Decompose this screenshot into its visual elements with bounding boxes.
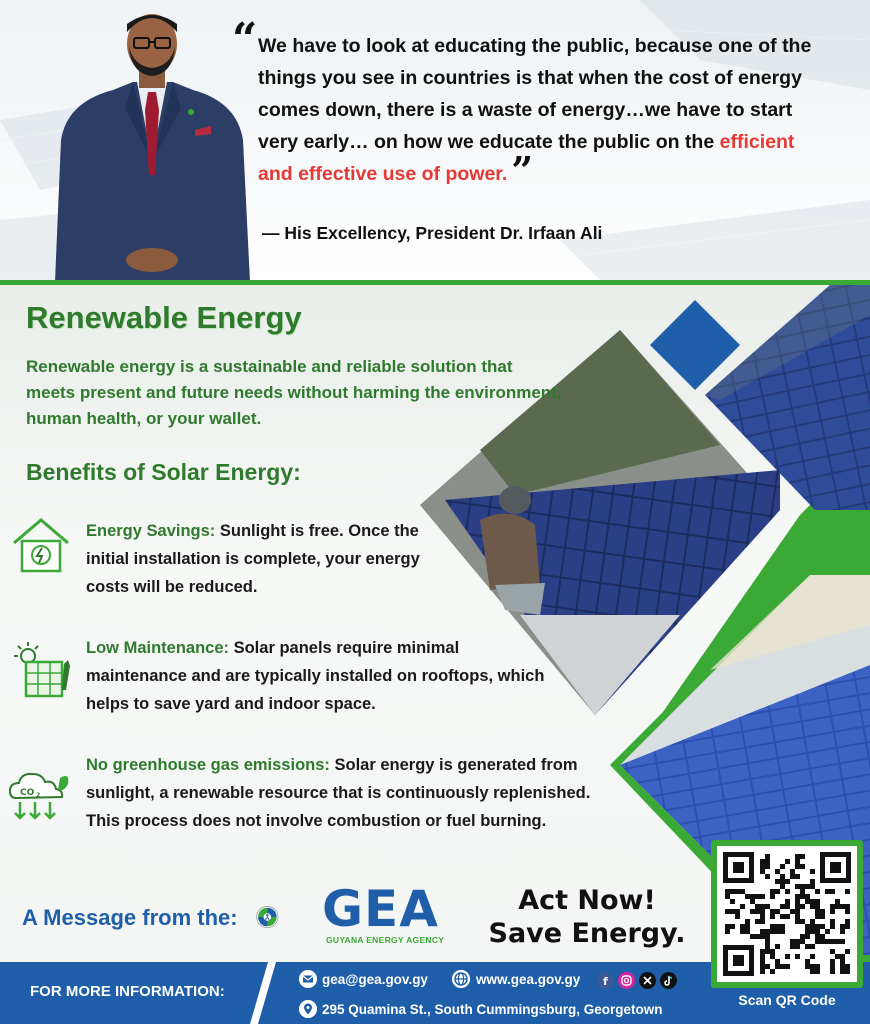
qr-module: [795, 884, 800, 889]
qr-module: [775, 944, 780, 949]
qr-module: [800, 939, 805, 944]
location-pin-icon: [299, 1000, 317, 1018]
qr-module: [775, 879, 780, 884]
call-to-action: [478, 884, 696, 950]
qr-module: [785, 914, 790, 919]
qr-module: [825, 889, 830, 894]
qr-module: [810, 919, 815, 924]
qr-module: [805, 934, 810, 939]
qr-module: [840, 964, 845, 969]
qr-module: [780, 964, 785, 969]
qr-module: [835, 939, 840, 944]
qr-module: [775, 964, 780, 969]
qr-module: [755, 919, 760, 924]
qr-module: [795, 899, 800, 904]
qr-module: [810, 969, 815, 974]
qr-module: [800, 904, 805, 909]
house-energy-icon: [10, 515, 72, 575]
qr-module: [740, 889, 745, 894]
qr-module: [725, 929, 730, 934]
qr-module: [810, 964, 815, 969]
qr-module: [830, 889, 835, 894]
quote-open-mark: “: [232, 14, 258, 65]
qr-module: [785, 879, 790, 884]
qr-module: [750, 934, 755, 939]
qr-module: [835, 904, 840, 909]
qr-module: [825, 939, 830, 944]
qr-module: [760, 969, 765, 974]
qr-module: [770, 909, 775, 914]
qr-module: [805, 959, 810, 964]
qr-module: [805, 899, 810, 904]
qr-module: [820, 924, 825, 929]
qr-module: [820, 934, 825, 939]
co2-cloud-icon: [8, 770, 72, 824]
qr-module: [845, 889, 850, 894]
svg-text:CO: CO: [20, 788, 35, 798]
qr-module: [800, 919, 805, 924]
quote-main-text: We have to look at educating the public, because one of the things you see in countries is that when the cost of energy comes down, there is a waste of energy…we have to start very early… on how we educate the public on the: [258, 35, 812, 153]
qr-module: [775, 959, 780, 964]
qr-module: [840, 939, 845, 944]
qr-module: [815, 924, 820, 929]
qr-module: [775, 929, 780, 934]
renewable-description: Renewable energy is a sustainable and reliable solution that meets present and future needs without harming the environment, human health, or your wallet.: [26, 357, 562, 428]
globe-icon: [452, 970, 470, 988]
qr-pattern: [717, 846, 857, 982]
qr-module: [845, 969, 850, 974]
qr-module: [735, 889, 740, 894]
qr-module: [730, 899, 735, 904]
qr-module: [780, 924, 785, 929]
qr-module: [835, 899, 840, 904]
qr-module: [755, 934, 760, 939]
qr-module: [750, 899, 755, 904]
qr-module: [830, 919, 835, 924]
qr-module: [820, 939, 825, 944]
qr-module: [770, 894, 775, 899]
qr-code[interactable]: [717, 846, 857, 982]
qr-module: [760, 949, 765, 954]
qr-module: [745, 894, 750, 899]
qr-module: [845, 949, 850, 954]
qr-module: [815, 969, 820, 974]
qr-module: [830, 964, 835, 969]
qr-module: [795, 864, 800, 869]
cta-line-1: Act Now!: [518, 885, 656, 916]
qr-module: [795, 914, 800, 919]
qr-module: [765, 949, 770, 954]
qr-module: [770, 924, 775, 929]
footer-more-info: FOR MORE INFORMATION:: [30, 983, 225, 1000]
qr-module: [790, 944, 795, 949]
benefit-text: Solar energy is generated from sunlight, a renewable resource that is continuously replenished. This process does not involve combustion or fuel burning.: [86, 756, 591, 830]
qr-module: [780, 929, 785, 934]
qr-module: [770, 949, 775, 954]
qr-module: [800, 934, 805, 939]
qr-module: [810, 884, 815, 889]
qr-module: [765, 944, 770, 949]
footer-email-link[interactable]: gea@gea.gov.gy: [322, 972, 428, 987]
quote-highlight-text: efficient and effective use of power.: [258, 131, 795, 185]
benefit-title: Low Maintenance:: [86, 639, 230, 657]
qr-module: [785, 904, 790, 909]
qr-module: [795, 954, 800, 959]
benefit-title: No greenhouse gas emissions:: [86, 756, 330, 774]
qr-module: [760, 964, 765, 969]
qr-module: [810, 929, 815, 934]
qr-module: [765, 874, 770, 879]
qr-module: [800, 864, 805, 869]
qr-module: [760, 919, 765, 924]
qr-module: [815, 934, 820, 939]
qr-module: [815, 914, 820, 919]
qr-module: [745, 919, 750, 924]
qr-module: [755, 904, 760, 909]
qr-module: [810, 904, 815, 909]
qr-module: [805, 924, 810, 929]
qr-module: [810, 924, 815, 929]
facebook-icon[interactable]: [597, 972, 614, 989]
qr-module: [810, 869, 815, 874]
footer-website-link[interactable]: www.gea.gov.gy: [476, 972, 581, 987]
qr-module: [780, 864, 785, 869]
quote-text: [258, 30, 818, 193]
qr-module: [740, 924, 745, 929]
instagram-icon[interactable]: [618, 972, 635, 989]
qr-module: [755, 894, 760, 899]
qr-module: [745, 929, 750, 934]
qr-module: [780, 874, 785, 879]
qr-module: [795, 854, 800, 859]
qr-module: [760, 959, 765, 964]
qr-module: [840, 924, 845, 929]
gea-wordmark: GEA: [322, 880, 439, 938]
qr-module: [775, 924, 780, 929]
qr-module: [845, 904, 850, 909]
qr-module: [805, 944, 810, 949]
qr-module: [790, 939, 795, 944]
qr-module: [735, 909, 740, 914]
benefit-title: Energy Savings:: [86, 522, 216, 540]
qr-module: [795, 874, 800, 879]
qr-module: [725, 889, 730, 894]
email-icon: [299, 970, 317, 988]
qr-module: [725, 894, 730, 899]
qr-module: [845, 924, 850, 929]
qr-module: [770, 914, 775, 919]
qr-module: [795, 894, 800, 899]
qr-module: [785, 964, 790, 969]
qr-module: [795, 944, 800, 949]
qr-module: [815, 909, 820, 914]
qr-module: [765, 864, 770, 869]
qr-module: [820, 909, 825, 914]
qr-label: Scan QR Code: [738, 992, 836, 1008]
qr-module: [790, 869, 795, 874]
qr-module: [840, 969, 845, 974]
qr-module: [795, 919, 800, 924]
qr-module: [810, 954, 815, 959]
qr-module: [845, 909, 850, 914]
qr-module: [765, 904, 770, 909]
qr-module: [830, 909, 835, 914]
qr-module: [830, 949, 835, 954]
qr-module: [835, 954, 840, 959]
gea-logo-emblem: [256, 884, 322, 950]
qr-module: [760, 934, 765, 939]
president-portrait: [55, 10, 250, 280]
qr-module: [795, 939, 800, 944]
svg-text:f: f: [603, 975, 608, 988]
qr-module: [775, 869, 780, 874]
footer-address: 295 Quamina St., South Cummingsburg, Georgetown: [322, 1002, 663, 1017]
svg-text:2: 2: [36, 792, 41, 799]
qr-module: [830, 959, 835, 964]
qr-module: [845, 919, 850, 924]
qr-module: [840, 954, 845, 959]
qr-module: [725, 909, 730, 914]
qr-module: [750, 909, 755, 914]
qr-module: [765, 964, 770, 969]
message-from-label: A Message from the:: [22, 905, 238, 930]
qr-module: [805, 964, 810, 969]
qr-module: [775, 889, 780, 894]
qr-module: [800, 884, 805, 889]
qr-module: [780, 904, 785, 909]
qr-module: [800, 854, 805, 859]
qr-module: [810, 899, 815, 904]
qr-module: [785, 889, 790, 894]
qr-module: [805, 929, 810, 934]
qr-module: [760, 954, 765, 959]
qr-module: [780, 884, 785, 889]
qr-module: [740, 929, 745, 934]
footer-divider: [246, 962, 284, 1024]
x-icon[interactable]: [639, 972, 656, 989]
qr-module: [785, 899, 790, 904]
qr-module: [780, 914, 785, 919]
qr-module: [815, 929, 820, 934]
qr-module: [820, 914, 825, 919]
qr-module: [765, 934, 770, 939]
quote-close-mark: ”: [511, 148, 534, 193]
qr-module: [815, 899, 820, 904]
qr-module: [815, 889, 820, 894]
qr-module: [725, 924, 730, 929]
benefit-text: Solar panels require minimal maintenance and are typically installed on rooftops, which helps to save yard and indoor space.: [86, 639, 545, 713]
benefit-low-maintenance: [86, 634, 556, 718]
qr-module: [830, 939, 835, 944]
qr-module: [730, 924, 735, 929]
qr-module: [740, 904, 745, 909]
qr-module: [805, 894, 810, 899]
quote-attribution: — His Excellency, President Dr. Irfaan Ali: [262, 223, 603, 243]
qr-module: [730, 889, 735, 894]
qr-module: [815, 904, 820, 909]
qr-module: [795, 909, 800, 914]
qr-module: [780, 879, 785, 884]
qr-module: [805, 884, 810, 889]
qr-module: [765, 859, 770, 864]
qr-module: [815, 939, 820, 944]
qr-module: [810, 879, 815, 884]
qr-module: [765, 929, 770, 934]
qr-module: [840, 959, 845, 964]
qr-module: [735, 914, 740, 919]
benefit-no-emissions: [86, 751, 606, 835]
qr-module: [795, 859, 800, 864]
qr-module: [760, 859, 765, 864]
qr-module: [790, 909, 795, 914]
qr-module: [755, 909, 760, 914]
qr-module: [770, 929, 775, 934]
qr-module: [830, 969, 835, 974]
qr-module: [765, 854, 770, 859]
qr-module: [745, 924, 750, 929]
qr-module: [845, 964, 850, 969]
qr-module: [785, 859, 790, 864]
qr-module: [760, 864, 765, 869]
cta-line-2: Save Energy.: [488, 918, 686, 949]
qr-module: [830, 904, 835, 909]
qr-module: [760, 869, 765, 874]
qr-module: [810, 944, 815, 949]
qr-module: [800, 894, 805, 899]
qr-module: [760, 914, 765, 919]
qr-module: [775, 909, 780, 914]
qr-module: [800, 889, 805, 894]
qr-module: [830, 924, 835, 929]
gea-fullname: GUYANA ENERGY AGENCY: [326, 935, 445, 945]
qr-module: [770, 969, 775, 974]
benefit-energy-savings: [86, 517, 446, 601]
qr-module: [815, 964, 820, 969]
tiktok-icon[interactable]: [660, 972, 677, 989]
qr-module: [840, 929, 845, 934]
qr-module: [750, 894, 755, 899]
qr-module: [730, 909, 735, 914]
qr-module: [760, 904, 765, 909]
qr-module: [795, 904, 800, 909]
qr-module: [760, 909, 765, 914]
qr-module: [770, 954, 775, 959]
qr-module: [790, 874, 795, 879]
benefits-heading: Benefits of Solar Energy:: [26, 459, 301, 485]
qr-module: [770, 889, 775, 894]
qr-module: [785, 954, 790, 959]
benefit-text: Sunlight is free. Once the initial installation is complete, your energy costs will be reduced.: [86, 522, 420, 596]
qr-module: [760, 894, 765, 899]
qr-module: [765, 939, 770, 944]
renewable-heading: Renewable Energy: [26, 300, 302, 335]
qr-module: [760, 929, 765, 934]
qr-module: [840, 904, 845, 909]
solar-panel-wrench-icon: [12, 640, 74, 702]
qr-module: [825, 929, 830, 934]
quote-section: [0, 0, 870, 280]
